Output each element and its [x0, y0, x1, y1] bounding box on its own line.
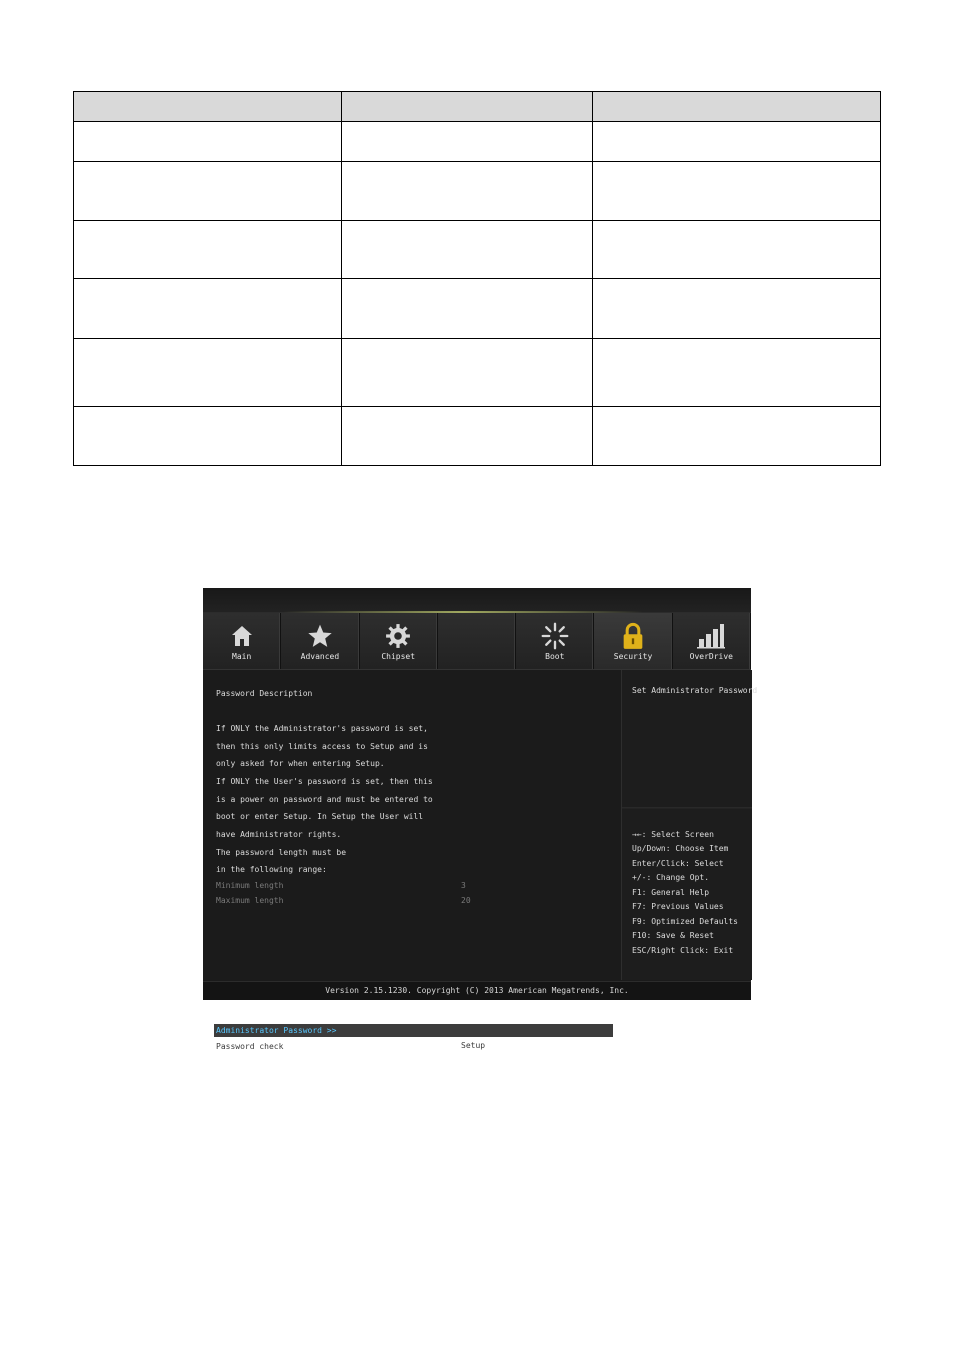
max-length-label: Maximum length: [216, 896, 284, 905]
bios-footer: Version 2.15.1230. Copyright (C) 2013 American Megatrends, Inc.: [203, 981, 751, 1000]
star-icon: [281, 621, 358, 651]
bios-screenshot: [203, 588, 758, 1051]
table-cell: [74, 92, 342, 122]
help-pane: [621, 670, 758, 980]
administrator-password-label: Administrator Password >>: [216, 1026, 337, 1035]
bar-graph-icon: [673, 621, 750, 651]
table-cell: [593, 339, 881, 407]
description-line: only asked for when entering Setup.: [216, 759, 385, 768]
table-row: [74, 122, 881, 162]
description-line: in the following range:: [216, 865, 327, 874]
key-help-line: F7: Previous Values: [632, 902, 724, 911]
key-help-line: +/-: Change Opt.: [632, 873, 710, 882]
max-length-value: 20: [461, 896, 471, 905]
tab-security[interactable]: [594, 613, 672, 669]
table-cell: [342, 92, 593, 122]
section-heading: Password Description: [216, 689, 313, 698]
min-length-value: 3: [461, 881, 466, 890]
key-help-line: F10: Save & Reset: [632, 931, 714, 940]
key-help-line: F9: Optimized Defaults: [632, 917, 738, 926]
table-cell: [74, 339, 342, 407]
table-row: [74, 221, 881, 279]
min-length-label: Minimum length: [216, 881, 284, 890]
table-cell: [342, 407, 593, 466]
description-line: If ONLY the Administrator's password is set,: [216, 724, 428, 733]
description-line: If ONLY the User's password is set, then this: [216, 777, 433, 786]
password-check-value[interactable]: Setup: [461, 1041, 486, 1050]
padlock-icon: [594, 621, 671, 651]
tab-label: Advanced: [300, 652, 340, 661]
tab-advanced[interactable]: [281, 613, 359, 669]
table-row: [74, 407, 881, 466]
table-cell: [74, 221, 342, 279]
tab-label: Chipset: [381, 652, 416, 661]
table-cell: [342, 339, 593, 407]
gear-icon: [360, 621, 437, 651]
help-divider: [622, 807, 752, 810]
table-cell: [74, 407, 342, 466]
tab-label: Security: [613, 652, 653, 661]
tab-overdrive[interactable]: [673, 613, 751, 669]
description-line: is a power on password and must be entered to: [216, 795, 433, 804]
table-cell: [74, 279, 342, 339]
table-cell: [593, 221, 881, 279]
table-row: [74, 279, 881, 339]
table-cell: [593, 92, 881, 122]
home-icon: [203, 621, 280, 651]
table-cell: [342, 279, 593, 339]
description-line: The password length must be: [216, 848, 347, 857]
table-cell: [593, 279, 881, 339]
table-cell: [342, 122, 593, 162]
table-cell: [593, 162, 881, 221]
tab-label: Boot: [545, 652, 565, 661]
tab-main[interactable]: [203, 613, 281, 669]
table-row: [74, 339, 881, 407]
tab-boot[interactable]: [516, 613, 594, 669]
administrator-password-item[interactable]: [214, 1024, 613, 1037]
description-line: have Administrator rights.: [216, 830, 342, 839]
bios-tab-bar: [203, 613, 751, 670]
key-help-line: F1: General Help: [632, 888, 710, 897]
description-line: then this only limits access to Setup and is: [216, 742, 428, 751]
table-cell: [593, 407, 881, 466]
bios-title-bar: [203, 588, 751, 613]
table-header-row: [74, 92, 881, 122]
boot-spinner-icon: [516, 621, 593, 651]
key-help-line: Up/Down: Choose Item: [632, 844, 729, 853]
tab-label: OverDrive: [689, 652, 733, 661]
tab-label: Main: [232, 652, 252, 661]
description-line: boot or enter Setup. In Setup the User will: [216, 812, 424, 821]
key-help-line: →←: Select Screen: [632, 830, 714, 839]
spec-table: [73, 91, 881, 466]
table-cell: [593, 122, 881, 162]
tab-blank[interactable]: [438, 613, 516, 669]
table-cell: [342, 162, 593, 221]
item-help-text: Set Administrator Password: [632, 686, 758, 695]
table-cell: [74, 162, 342, 221]
table-row: [74, 162, 881, 221]
table-cell: [74, 122, 342, 162]
key-help-line: Enter/Click: Select: [632, 859, 724, 868]
table-cell: [342, 221, 593, 279]
password-check-label: Password check: [216, 1042, 284, 1051]
tab-chipset[interactable]: [360, 613, 438, 669]
key-help-line: ESC/Right Click: Exit: [632, 946, 734, 955]
